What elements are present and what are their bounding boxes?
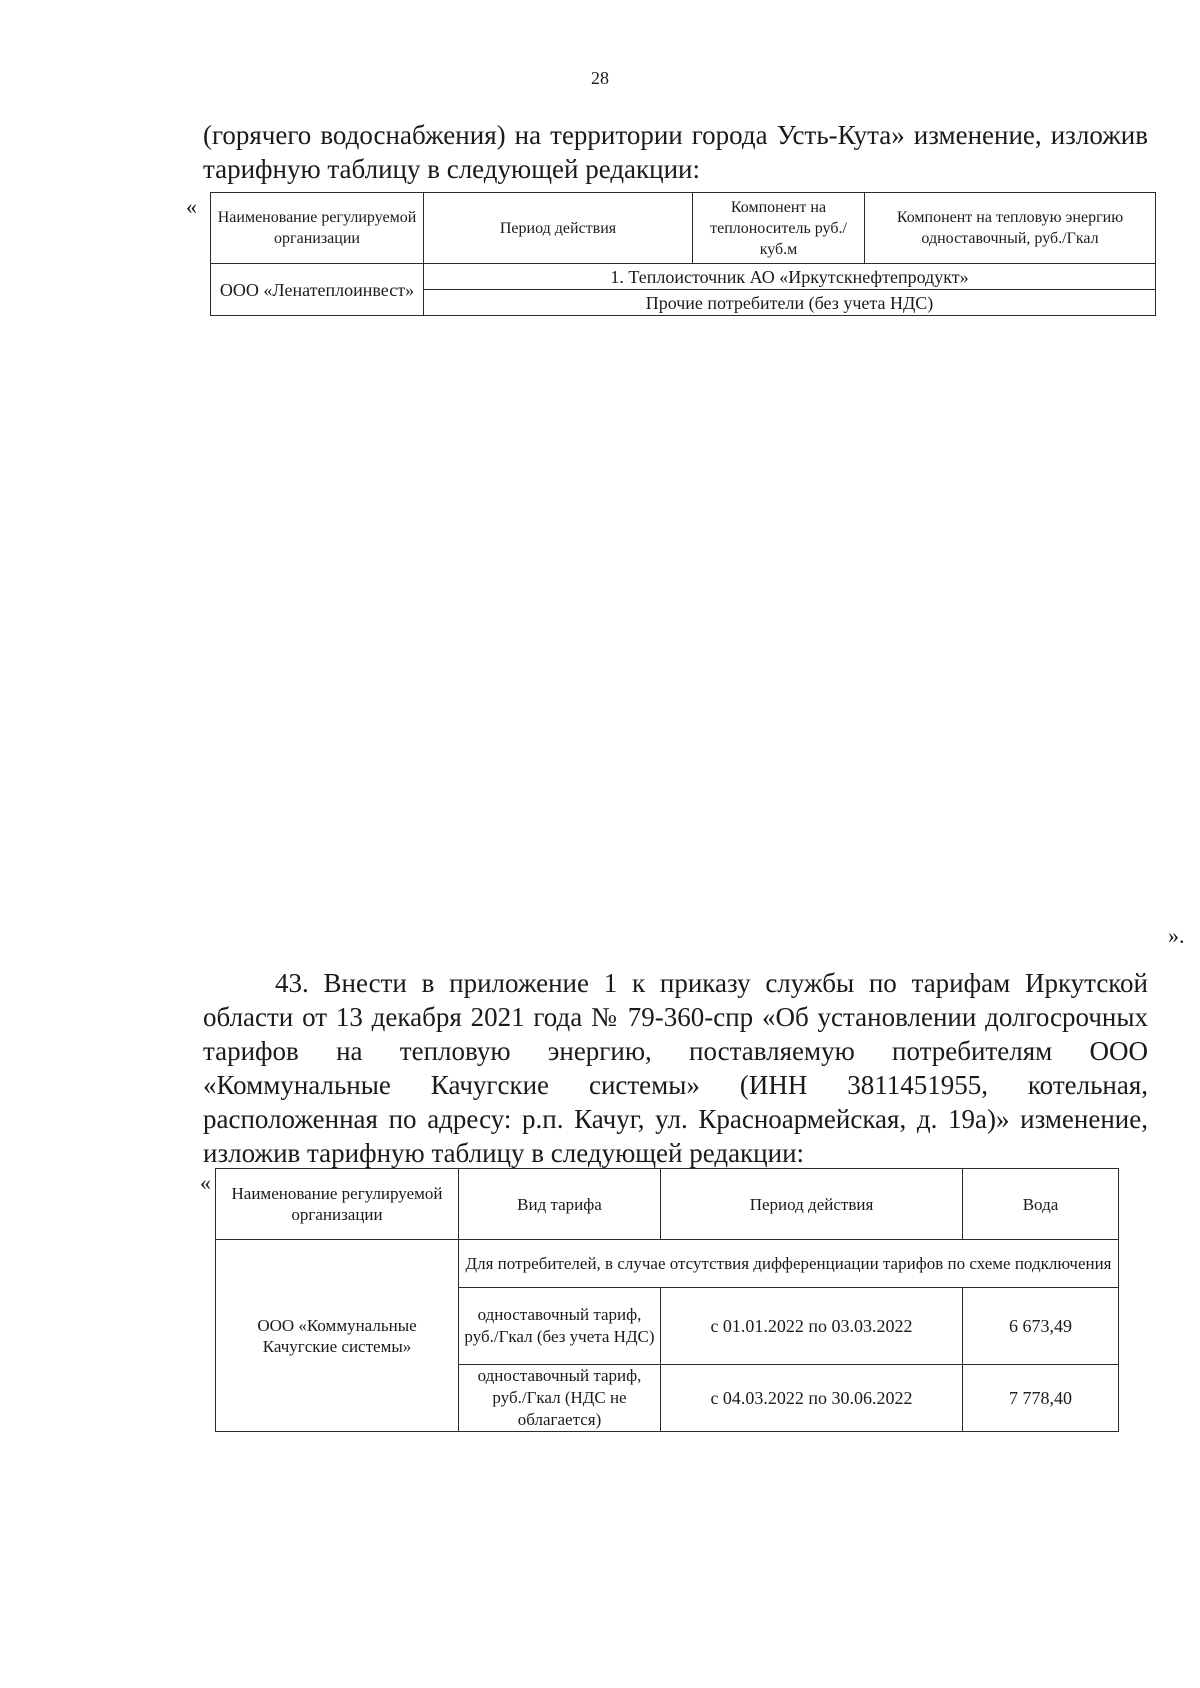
header-energy: Компонент на тепловую энергию одноставочный, руб./Гкал: [865, 193, 1156, 264]
page-number: 28: [591, 68, 609, 88]
table1-close-quote: ».: [1168, 923, 1185, 948]
water-cell: 6 673,49: [963, 1288, 1119, 1365]
tariff-table-lenateploinvest: [210, 192, 1156, 316]
section-title: 1. Теплоисточник АО «Иркутскнефтепродукт»: [424, 264, 1156, 290]
intro-paragraph: (горячего водоснабжения) на территории города Усть-Кута» изменение, изложив тарифную таблицу в следующей редакции:: [203, 120, 1148, 184]
table-header-row: [211, 193, 1156, 264]
header-carrier: Компонент на теплоноситель руб./куб.м: [693, 193, 865, 264]
paragraph-43: 43. Внести в приложение 1 к приказу службы по тарифам Иркутской области от 13 декабря 2021 года № 79-360-спр «Об установлении долгосрочных тарифов на тепловую энергию, поставляемую потребителям ООО «Коммунальные Качугские системы» (ИНН 3811451955, котельная, расположенная по адресу: р.п. Качуг, ул. Красноармейская, д. 19а)» изменение, изложив тарифную таблицу в следующей редакции:: [203, 968, 1148, 1168]
header-period: Период действия: [661, 1169, 963, 1240]
header-org: Наименование регулируемой организации: [211, 193, 424, 264]
tariff-table-kachug: [215, 1168, 1119, 1432]
header-water: Вода: [963, 1169, 1119, 1240]
period-cell: с 01.01.2022 по 03.03.2022: [661, 1288, 963, 1365]
table2-open-quote: «: [200, 1170, 211, 1195]
organization-name: ООО «Коммунальные Качугские системы»: [216, 1240, 459, 1432]
header-org: Наименование регулируемой организации: [216, 1169, 459, 1240]
tariff-type: одноставочный тариф, руб./Гкал (НДС не облагается): [459, 1365, 661, 1432]
table1-open-quote: «: [186, 194, 197, 219]
water-cell: 7 778,40: [963, 1365, 1119, 1432]
header-period: Период действия: [424, 193, 693, 264]
period-cell: с 04.03.2022 по 30.06.2022: [661, 1365, 963, 1432]
table-header-row: [216, 1169, 1119, 1240]
tariff-type: одноставочный тариф, руб./Гкал (без учета НДС): [459, 1288, 661, 1365]
organization-name: ООО «Ленатеплоинвест»: [211, 264, 424, 316]
header-tariff-type: Вид тарифа: [459, 1169, 661, 1240]
group-title: Прочие потребители (без учета НДС): [424, 290, 1156, 316]
section-title: Для потребителей, в случае отсутствия дифференциации тарифов по схеме подключения: [459, 1240, 1119, 1288]
